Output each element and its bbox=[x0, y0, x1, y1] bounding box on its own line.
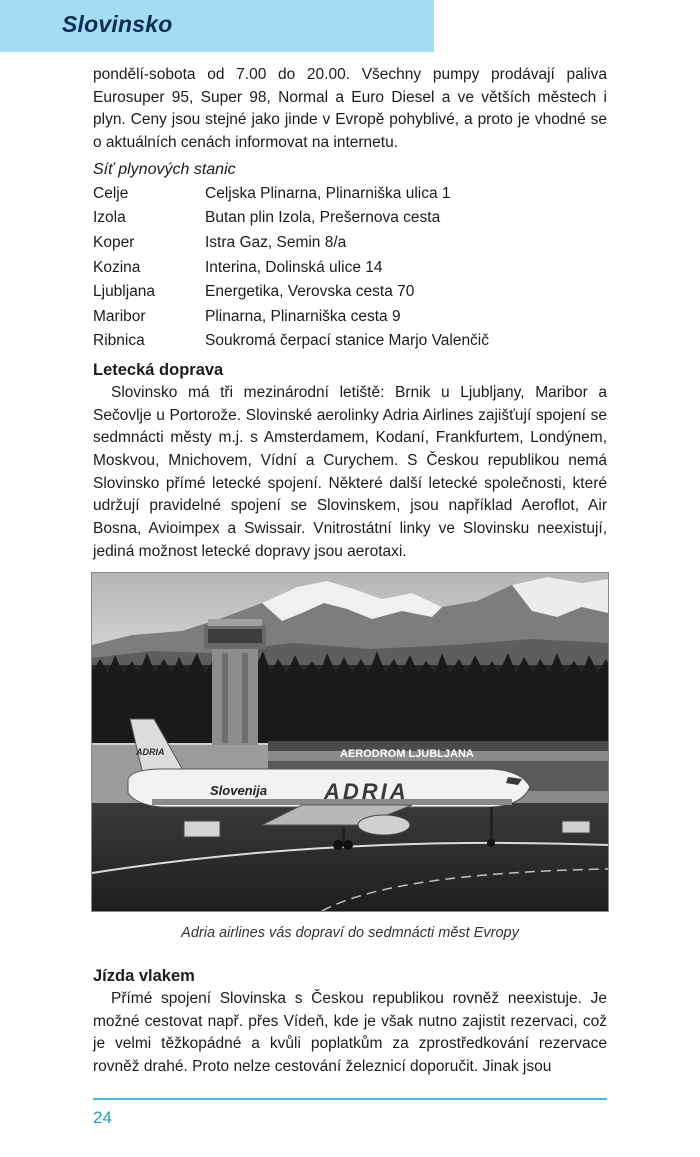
station-city: Maribor bbox=[93, 307, 146, 325]
station-name: Celjska Plinarna, Plinarniška ulica 1 bbox=[205, 184, 451, 202]
table-row bbox=[93, 231, 607, 256]
table-row bbox=[93, 329, 607, 354]
station-city: Koper bbox=[93, 233, 135, 251]
table-row bbox=[93, 182, 607, 207]
station-name: Soukromá čerpací stanice Marjo Valenčič bbox=[205, 332, 490, 350]
fuselage-text: Slovenija bbox=[210, 783, 268, 798]
gas-stations-table bbox=[93, 182, 607, 354]
station-city: Izola bbox=[93, 209, 126, 227]
terminal-sign: AERODROM LJUBLJANA bbox=[340, 748, 474, 760]
table-row bbox=[93, 206, 607, 231]
station-name: Butan plin Izola, Prešernova cesta bbox=[205, 209, 441, 227]
tail-brand: ADRIA bbox=[136, 747, 165, 757]
station-name: Istra Gaz, Semin 8/a bbox=[205, 233, 347, 251]
train-travel-paragraph: Přímé spojení Slovinska s Českou republikou rovněž neexistuje. Je možné cestovat např. přes Vídeň, kde je však nutno zajistit rezervaci, což je velmi těžkopádné a kvůli poplatkům za zprostředkování rezervace rovněž drahé. Proto nelze cestování železnicí doporučit. Jinak jsou bbox=[93, 990, 607, 1076]
air-travel-heading: Letecká doprava bbox=[93, 360, 224, 379]
station-city: Ljubljana bbox=[93, 283, 156, 301]
ground-vehicle bbox=[184, 821, 220, 837]
station-city: Kozina bbox=[93, 258, 141, 276]
control-tower bbox=[204, 619, 266, 749]
photo-caption: Adria airlines vás dopraví do sedmnácti měst Evropy bbox=[181, 925, 519, 941]
air-travel-paragraph: Slovinsko má tři mezinárodní letiště: Brnik u Ljubljany, Maribor a Sečovlje u Portorože. Slovinské aerolinky Adria Airlines zajišťují spojení se sedmnácti městy m.j. s Amsterdamem, Kodaní, Frankfurtem, Londýnem, Moskvou, Mnichovem, Vídní a Curychem. S Českou republikou nemá Slovinsko přímé letecké spojení. Některé další letecké společnosti, které udržují pravidelné spojení se Slovinskem, jsou například Aeroflot, Air Bosna, Avioimpex a Swissair. Vnitrostátní linky ve Slovinsku neexistují, jediná možnost letecké dopravy jsou aerotaxi. bbox=[93, 383, 607, 560]
station-name: Plinarna, Plinarniška cesta 9 bbox=[205, 307, 401, 325]
gas-stations-heading: Síť plynových stanic bbox=[93, 160, 236, 178]
ground-vehicle bbox=[562, 821, 590, 833]
fuselage-brand: ADRIA bbox=[324, 779, 409, 804]
main-text-column bbox=[93, 64, 607, 564]
footer-rule bbox=[93, 1098, 607, 1100]
station-city: Celje bbox=[93, 184, 129, 202]
table-row bbox=[93, 305, 607, 330]
station-name: Energetika, Verovska cesta 70 bbox=[205, 283, 415, 301]
page-number: 24 bbox=[93, 1108, 112, 1127]
station-city: Ribnica bbox=[93, 332, 145, 350]
airport-photo bbox=[91, 572, 609, 912]
station-name: Interina, Dolinská ulice 14 bbox=[205, 258, 383, 276]
table-row bbox=[93, 256, 607, 281]
train-travel-heading: Jízda vlakem bbox=[93, 967, 195, 985]
chapter-title: Slovinsko bbox=[62, 11, 173, 37]
table-row bbox=[93, 280, 607, 305]
train-section bbox=[93, 960, 607, 1079]
intro-paragraph: pondělí-sobota od 7.00 do 20.00. Všechny pumpy prodávají paliva Eurosuper 95, Super 98, Normal a Euro Diesel a ve větších městech i plyn. Ceny jsou stejné jako jinde v Evropě pohyblivé, a proto je vhodné se o aktuálních cenách informovat na internetu. bbox=[93, 66, 607, 152]
